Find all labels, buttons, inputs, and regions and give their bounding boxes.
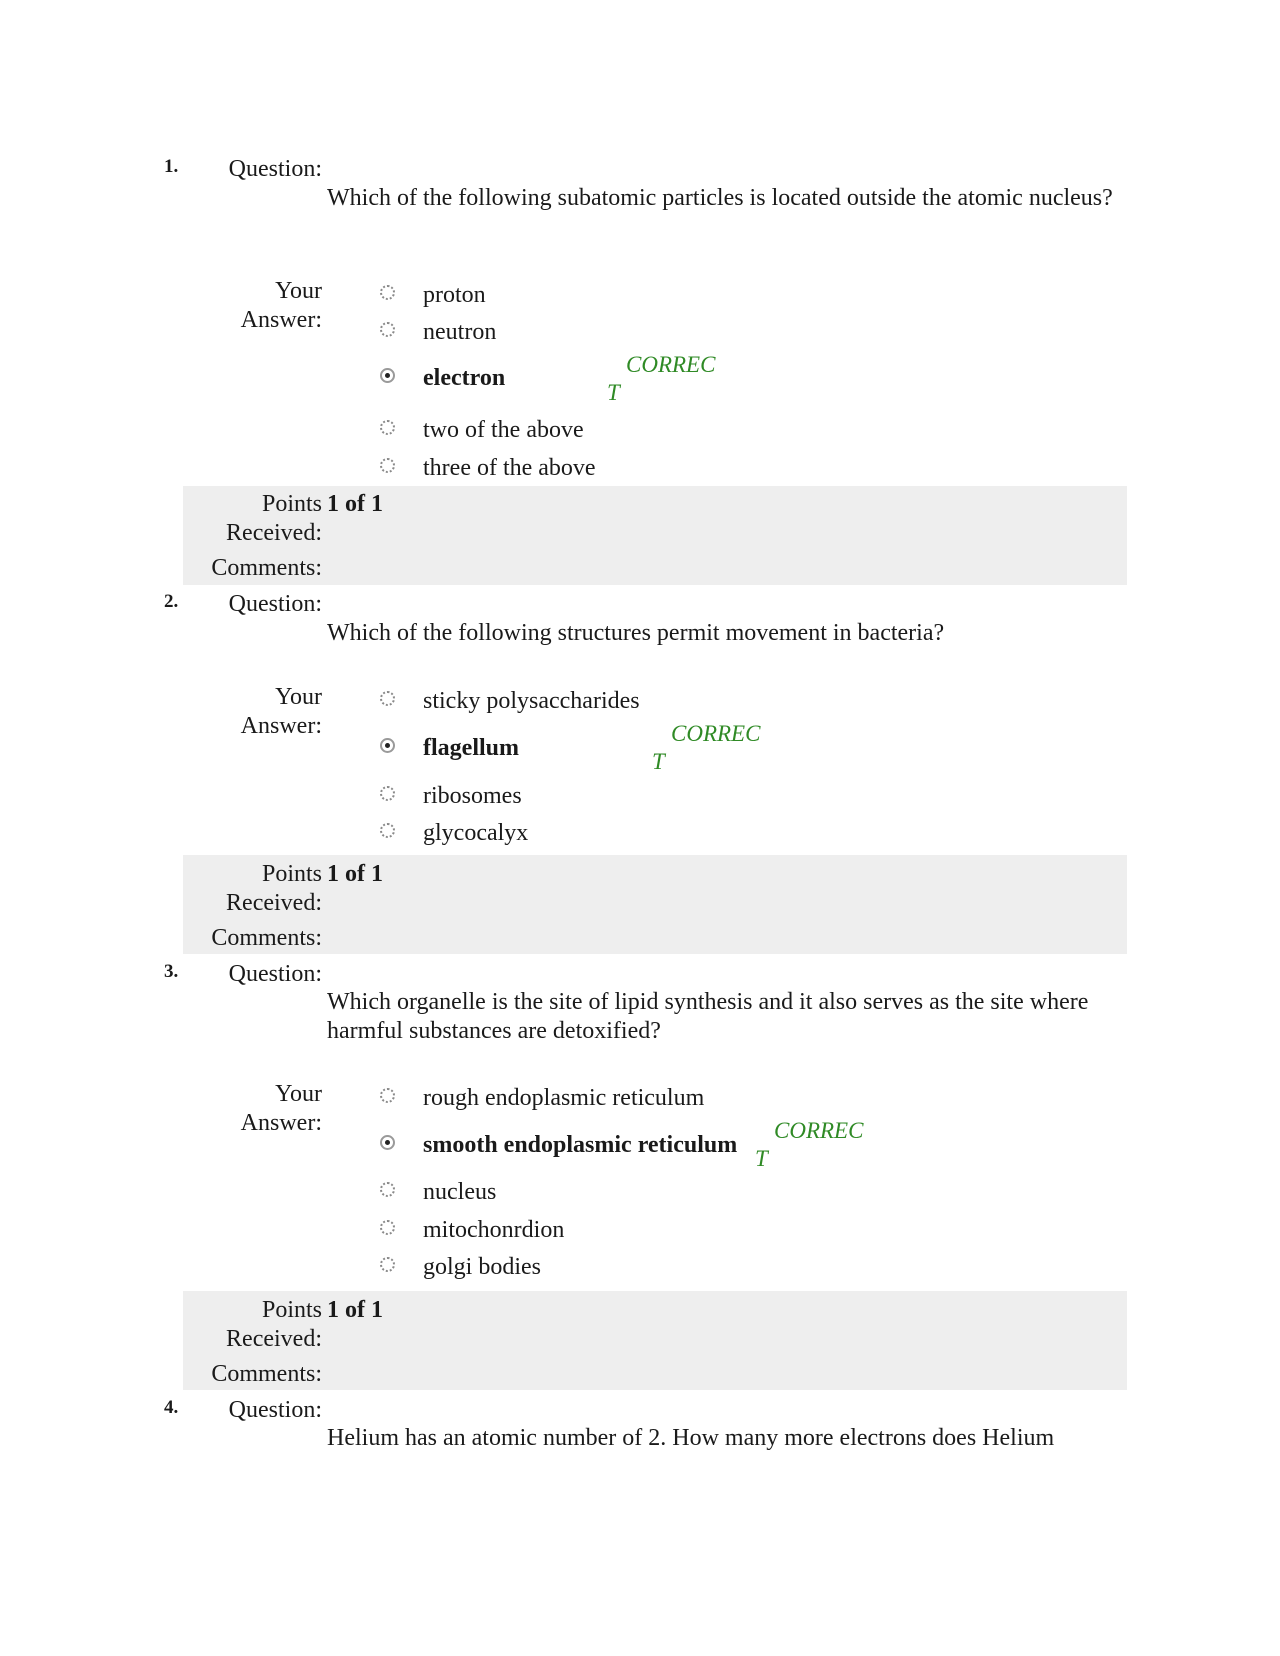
correct-text-tail: T xyxy=(607,380,620,405)
radio-button[interactable] xyxy=(380,1088,395,1103)
option-label: ribosomes xyxy=(423,783,522,809)
option-label: neutron xyxy=(423,319,497,345)
option-label: golgi bodies xyxy=(423,1254,541,1280)
question-text: Which of the following structures permit movement in bacteria? xyxy=(327,620,945,646)
points-value: 1 of 1 xyxy=(327,491,383,517)
comments-label: Comments: xyxy=(211,925,322,951)
comments-label: Comments: xyxy=(211,555,322,581)
radio-button-selected[interactable] xyxy=(380,368,395,383)
radio-button[interactable] xyxy=(380,285,395,300)
correct-text: CORREC xyxy=(626,352,716,377)
question-text: Which of the following subatomic particles is located outside the atomic nucleus? xyxy=(327,185,1113,211)
option-label: sticky polysaccharides xyxy=(423,688,640,714)
correct-text-tail: T xyxy=(755,1146,768,1171)
radio-button[interactable] xyxy=(380,691,395,706)
points-panel xyxy=(183,486,1127,585)
points-label: Points xyxy=(261,861,322,887)
correct-indicator xyxy=(652,720,761,774)
comments-label: Comments: xyxy=(211,1361,322,1387)
question-label: Question: xyxy=(228,156,322,182)
option-label: smooth endoplasmic reticulum xyxy=(423,1132,738,1158)
correct-text-tail: T xyxy=(652,749,665,774)
option-label: proton xyxy=(423,282,486,308)
option-label: two of the above xyxy=(423,417,584,443)
question-label: Question: xyxy=(228,591,322,617)
option-label: glycocalyx xyxy=(423,820,529,846)
correct-text: CORREC xyxy=(774,1118,864,1143)
question-number: 4. xyxy=(164,1397,179,1418)
correct-indicator xyxy=(607,351,716,405)
question-number: 1. xyxy=(164,156,179,177)
radio-button[interactable] xyxy=(380,458,395,473)
points-value: 1 of 1 xyxy=(327,1297,383,1323)
radio-button[interactable] xyxy=(380,420,395,435)
your-label: Your xyxy=(275,684,322,710)
option-label: three of the above xyxy=(423,455,596,481)
answer-label: Answer: xyxy=(240,1110,322,1136)
answer-label: Answer: xyxy=(240,307,322,333)
points-panel xyxy=(183,1291,1127,1390)
radio-button-selected[interactable] xyxy=(380,738,395,753)
your-label: Your xyxy=(275,1081,322,1107)
received-label: Received: xyxy=(226,520,322,546)
question-number: 3. xyxy=(164,961,179,982)
radio-button[interactable] xyxy=(380,1220,395,1235)
radio-button[interactable] xyxy=(380,786,395,801)
radio-button[interactable] xyxy=(380,322,395,337)
question-number: 2. xyxy=(164,591,179,612)
question-label: Question: xyxy=(228,961,322,987)
radio-button[interactable] xyxy=(380,1257,395,1272)
option-label: electron xyxy=(423,365,506,391)
received-label: Received: xyxy=(226,1326,322,1352)
radio-button[interactable] xyxy=(380,1182,395,1197)
points-label: Points xyxy=(261,491,322,517)
option-label: rough endoplasmic reticulum xyxy=(423,1085,705,1111)
received-label: Received: xyxy=(226,890,322,916)
question-text: Which organelle is the site of lipid synthesis and it also serves as the site where harmful substances are detoxified? xyxy=(327,989,1089,1044)
option-label: flagellum xyxy=(423,735,519,761)
option-label: mitochonrdion xyxy=(423,1217,565,1243)
option-label: nucleus xyxy=(423,1179,497,1205)
radio-button[interactable] xyxy=(380,823,395,838)
points-label: Points xyxy=(261,1297,322,1323)
answer-label: Answer: xyxy=(240,713,322,739)
radio-button-selected[interactable] xyxy=(380,1135,395,1150)
question-text: Helium has an atomic number of 2. How many more electrons does Helium xyxy=(327,1425,1055,1451)
question-label: Question: xyxy=(228,1397,322,1423)
correct-text: CORREC xyxy=(671,721,761,746)
your-label: Your xyxy=(275,278,322,304)
correct-indicator xyxy=(755,1117,864,1171)
points-value: 1 of 1 xyxy=(327,861,383,887)
points-panel xyxy=(183,855,1127,954)
